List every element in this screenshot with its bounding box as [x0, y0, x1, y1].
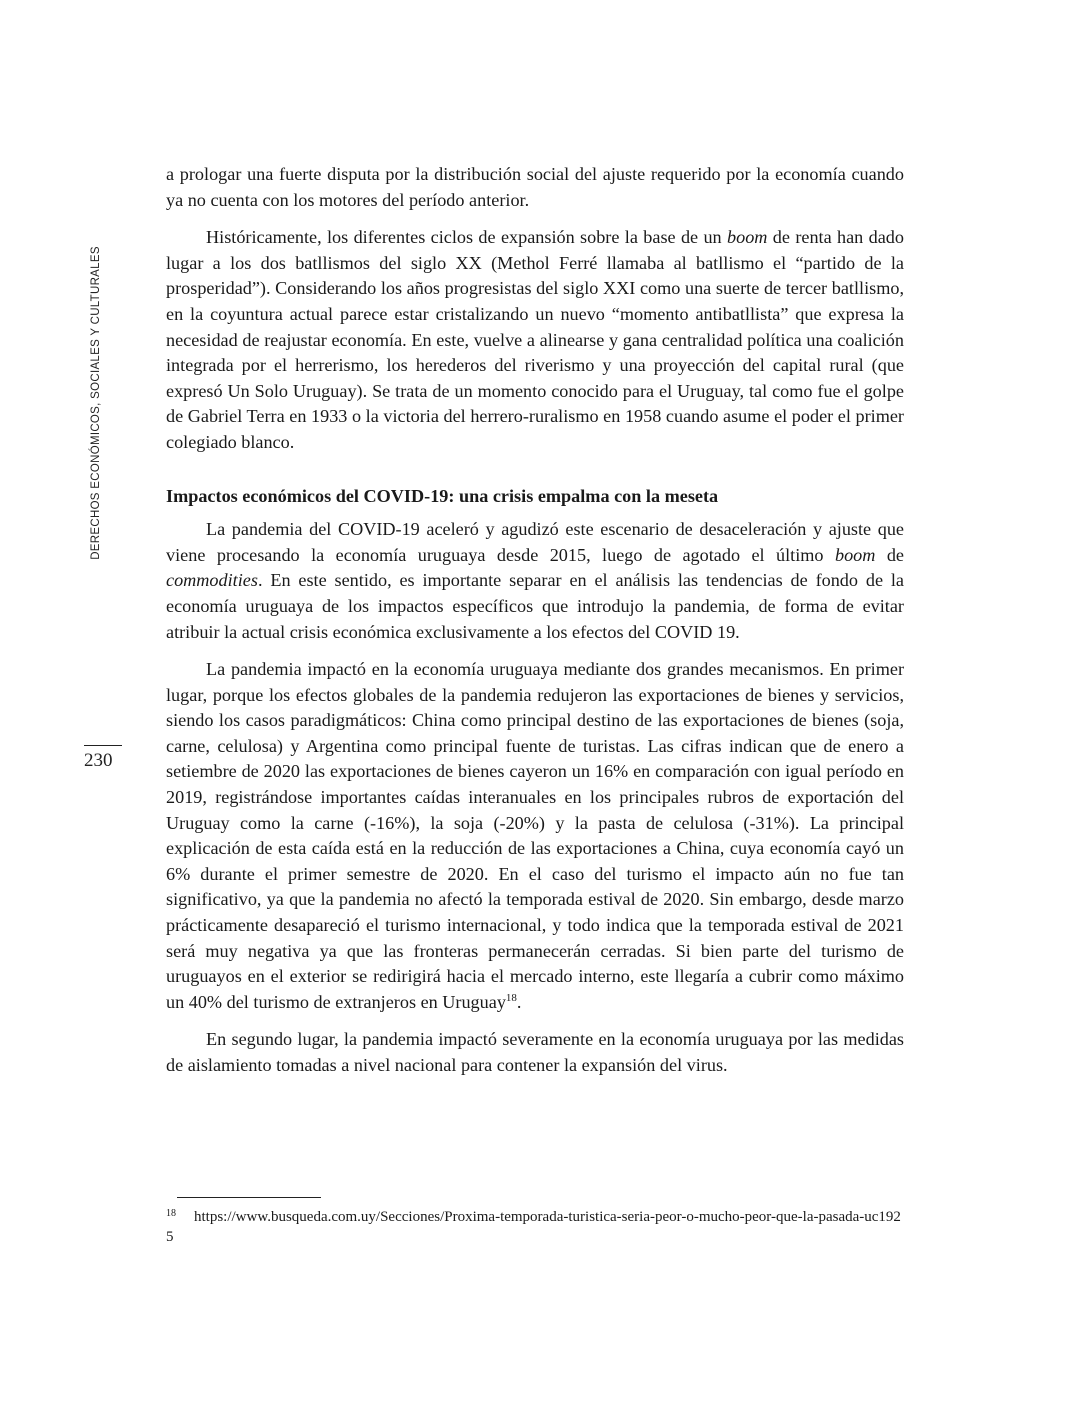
paragraph-4-end: .	[516, 991, 522, 1012]
paragraph-3-text-a: La pandemia del COVID-19 aceleró y agudizó este escenario de desaceleración y ajuste que viene procesando la economía uruguaya desde 2015, luego de agotado el último	[166, 519, 904, 565]
paragraph-3-emphasis-2: commodities	[166, 570, 258, 591]
running-head: DERECHOS ECONÓMICOS, SOCIALES Y CULTURALES	[90, 246, 102, 560]
page-number-rule	[84, 745, 122, 746]
footnote-number: 18	[166, 1208, 176, 1219]
body-text	[166, 162, 904, 1091]
paragraph-4-text: La pandemia impactó en la economía uruguaya mediante dos grandes mecanismos. En primer lugar, porque los efectos globales de la pandemia redujeron las exportaciones de bienes y servicios, siendo los casos paradigmáticos: China como principal destino de las exportaciones de bienes (soja, carne, celulosa) y Argentina como principal fuente de turistas. Las cifras indican que de enero a setiembre de 2020 las exportaciones de bienes cayeron un 16% en comparación con igual período en 2019, registrándose importantes caídas interanuales en los principales rubros de exportación del Uruguay como la carne (-16%), la soja (-20%) y la pasta de celulosa (-31%). La principal explicación de esta caída está en la reducción de las exportaciones a China, cuya economía cayó un 6% durante el primer semestre de 2020. En el caso del turismo el impacto aún no fue tan significativo, ya que la pandemia no afectó la temporada estival de 2020. Sin embargo, desde marzo prácticamente desapareció el turismo internacional, y todo indica que la temporada estival de 2021 será muy negativa ya que las fronteras permanecerán cerradas. Si bien parte del turismo de uruguayos en el exterior se redirigirá hacia el mercado interno, este llegaría a cubrir como máximo un 40% del turismo de extranjeros en Uruguay	[166, 659, 904, 1012]
footnote	[166, 1204, 904, 1247]
section-heading: Impactos económicos del COVID-19: una crisis empalma con la meseta	[166, 485, 719, 506]
paragraph-2-text-a: Históricamente, los diferentes ciclos de expansión sobre la base de un	[206, 227, 728, 248]
paragraph-2-text-b: de renta han dado lugar a los dos batllismos del siglo XX (Methol Ferré llamaba al batllismo el “partido de la prosperidad”). Considerando los años progresistas del siglo XXI como una suerte de tercer batllismo, en la coyuntura actual parece estar cristalizando un nuevo “momento antibatllista” que expresa la necesidad de reajustar economía. En este, vuelve a alinearse y gana centralidad política una coalición integrada por el herrerismo, los herederos del riverismo y una proyección del capital rural (que expresó Un Solo Uruguay). Se trata de un momento conocido para el Uruguay, tal como fue el golpe de Gabriel Terra en 1933 o la victoria del herrero-ruralismo en 1958 cuando asume el poder el primer colegiado blanco.	[166, 227, 904, 452]
paragraph-3-text-c: . En este sentido, es importante separar en el análisis las tendencias de fondo de la economía uruguaya de los impactos específicos que introdujo la pandemia, de forma de evitar atribuir la actual crisis económica exclusivamente a los efectos del COVID 19.	[166, 570, 904, 642]
paragraph-3-text-b: de	[875, 544, 904, 565]
paragraph-2-emphasis: boom	[727, 227, 768, 248]
paragraph-1: a prologar una fuerte disputa por la distribución social del ajuste requerido por la economía cuando ya no cuenta con los motores del período anterior.	[166, 164, 904, 210]
footnote-link[interactable]: https://www.busqueda.com.uy/Secciones/Proxima-temporada-turistica-seria-peor-o-mucho-peor-que-la-pasada-uc1925	[166, 1209, 901, 1245]
paragraph-5: En segundo lugar, la pandemia impactó severamente en la economía uruguaya por las medidas de aislamiento tomadas a nivel nacional para contener la expansión del virus.	[166, 1029, 904, 1075]
paragraph-4	[166, 657, 904, 1015]
paragraph-3	[166, 517, 904, 645]
footnote-reference[interactable]: 18	[505, 991, 517, 1004]
footnote-rule	[177, 1197, 321, 1198]
paragraph-2	[166, 225, 904, 455]
page-number: 230	[84, 750, 113, 771]
paragraph-3-emphasis-1: boom	[834, 544, 876, 565]
